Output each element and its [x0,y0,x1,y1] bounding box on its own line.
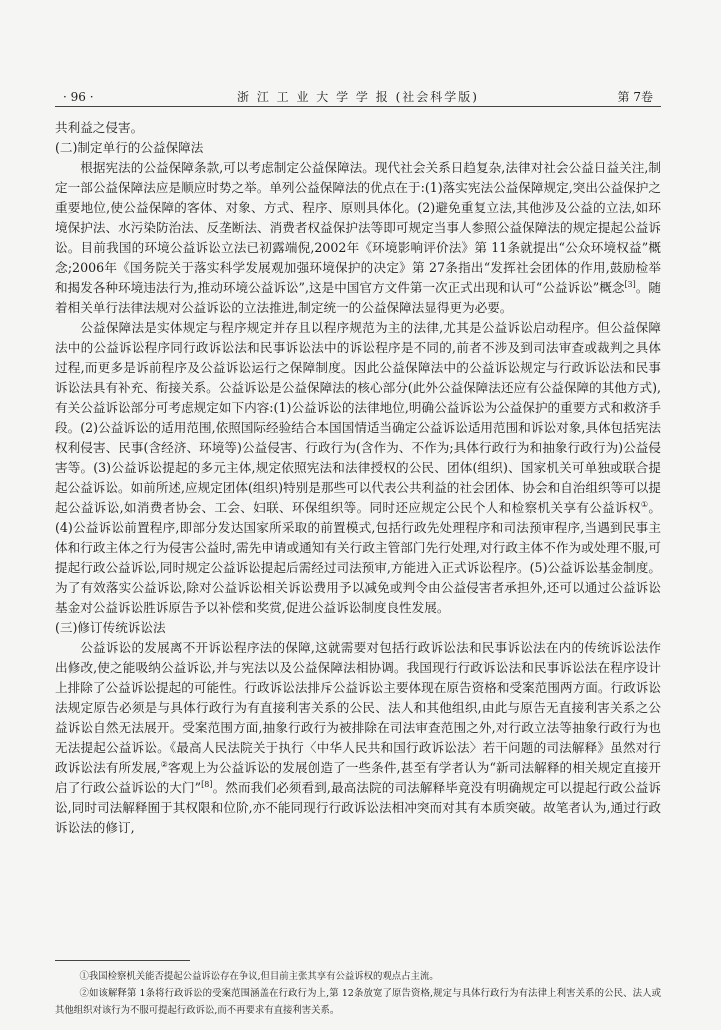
paragraph-2-tail: 。(4)公益诉讼前置程序,即部分发达国家所采取的前置模式,包括行政先处理程序和司法预审程序,当遇到民事主体和行政主体之行为侵害公益时,需先申请或通知有关行政主管部门先行处理,对行政主体不作为或处理不服,可提起行政公益诉讼,同时规定公益诉讼提起后需经过司法预审,方能进入正式诉讼程序。(5)公益诉讼基金制度。为了有效落实公益诉讼,除对公益诉讼相关诉讼费用予以减免或判令由公益侵害者承担外,还可以通过公益诉讼基金对公益诉讼胜诉原告予以补偿和奖赏,促进公益诉讼制度良性发展。 [55,500,662,615]
paragraph-2 [55,318,661,618]
paragraph-1-tail: 。随着相关单行法律法规对公益诉讼的立法推进,制定统一的公益保障法显得更为必要。 [55,280,661,315]
footnote-mark-1: ① [640,500,649,509]
section-heading-3: (三)修订传统诉讼法 [55,620,166,635]
paragraph-3-mid: 客观上为公益诉讼的发展创造了一些条件,甚至有学者认为“新司法解释的相关规定直接开启了行政公益诉讼的大门” [55,760,661,795]
footnotes [55,968,661,1019]
paragraph-3-text: 公益诉讼的发展离不开诉讼程序法的保障,这就需要对包括行政诉讼法和民事诉讼法在内的传统诉讼法作出修改,使之能吸纳公益诉讼,并与宪法以及公益保障法相协调。我国现行行政诉讼法和民事诉讼法在程序设计上排除了公益诉讼提起的可能性。行政诉讼法排斥公益诉讼主要体现在原告资格和受案范围两方面。行政诉讼法规定原告必须是与具体行政行为有直接利害关系的公民、法人和其他组织,由此与原告无直接利害关系之公益诉讼自然无法展开。受案范围方面,抽象行政行为被排除在司法审查范围之外,对行政立法等抽象行政行为也无法提起公益诉讼。《最高人民法院关于执行〈中华人民共和国行政诉讼法〉若干问题的司法解释》虽然对行政诉讼法有所发展, [55,640,661,775]
volume-label: 第 7卷 [617,90,653,104]
footnote-mark-2: ② [160,760,168,769]
paragraph-3 [55,638,661,838]
journal-name: 浙 江 工 业 大 学 学 报 (社会科学版) [237,90,479,104]
citation-8: [8] [201,780,213,789]
citation-3: [3] [624,280,636,289]
footnote-2: ②如该解释第 1条将行政诉讼的受案范围涵盖在行政行为上,第 12条放宽了原告资格,规定与具体行政行为有法律上利害关系的公民、法人或其他组织对该行为不服可提起行政诉讼,而不再要求有直接利害关系。 [55,988,661,1016]
header-rule [55,106,661,107]
paragraph-3-tail: 。然而我们必须看到,最高法院的司法解释毕竟没有明确规定可以提起行政公益诉讼,同时司法解释囿于其权限和位阶,亦不能同现行行政诉讼法相冲突而对其有本质突破。故笔者认为,通过行政诉讼法的修订, [55,780,661,835]
footnote-1: ①我国检察机关能否提起公益诉讼存在争议,但目前主张其享有公益诉权的观点占主流。 [79,971,439,982]
section-heading-2: (二)制定单行的公益保障法 [55,140,204,155]
article-body [55,118,661,838]
paragraph-1 [55,158,661,318]
paragraph-1-text: 根据宪法的公益保障条款,可以考虑制定公益保障法。现代社会关系日趋复杂,法律对社会公益日益关注,制定一部公益保障法应是顺应时势之举。单列公益保障法的优点在于:(1)落实宪法公益保障规定,突出公益保护之重要地位,使公益保障的客体、对象、方式、程序、原则具体化。(2)避免重复立法,其他涉及公益的立法,如环境保护法、水污染防治法、反垄断法、消费者权益保护法等即可规定当事人参照公益保障法的规定提起公益诉讼。目前我国的环境公益诉讼立法已初露端倪,2002年《环境影响评价法》第 11条就提出“公众环境权益”概念;2006年《国务院关于落实科学发展观加强环境保护的决定》第 27条指出“发挥社会团体的作用,鼓励检举和揭发各种环境违法行为,推动环境公益诉讼”,这是中国官方文件第一次正式出现和认可“公益诉讼”概念 [55,160,661,295]
paragraph-continuation: 共利益之侵害。 [55,120,144,135]
page-number: · 96 · [63,90,94,104]
paragraph-2-text: 公益保障法是实体规定与程序规定并存且以程序规范为主的法律,尤其是公益诉讼启动程序。但公益保障法中的公益诉讼程序同行政诉讼法和民事诉讼法中的诉讼程序是不同的,前者不涉及到司法审查或裁判之具体过程,而更多是诉前程序及公益诉讼运行之保障制度。因此公益保障法中的公益诉讼规定与行政诉讼法和民事诉讼法具有补充、衔接关系。公益诉讼是公益保障法的核心部分(此外公益保障法还应有公益保障的其他方式),有关公益诉讼部分可考虑规定如下内容:(1)公益诉讼的法律地位,明确公益诉讼为公益保护的重要方式和救济手段。(2)公益诉讼的适用范围,依照国际经验结合本国国情适当确定公益诉讼适用范围和诉讼对象,具体包括宪法权利侵害、民事(含经济、环境等)公益侵害、行政行为(含作为、不作为;具体行政行为和抽象行政行为)公益侵害等。(3)公益诉讼提起的多元主体,规定依照宪法和法律授权的公民、团体(组织)、国家机关可单独或联合提起公益诉讼。如前所述,应规定团体(组织)特别是那些可以代表公共利益的社会团体、协会和自治组织等可以提起公益诉讼,如消费者协会、工会、妇联、环保组织等。同时还应规定公民个人和检察机关享有公益诉权 [55,320,661,515]
footnote-rule [55,960,190,961]
running-header [55,88,661,106]
